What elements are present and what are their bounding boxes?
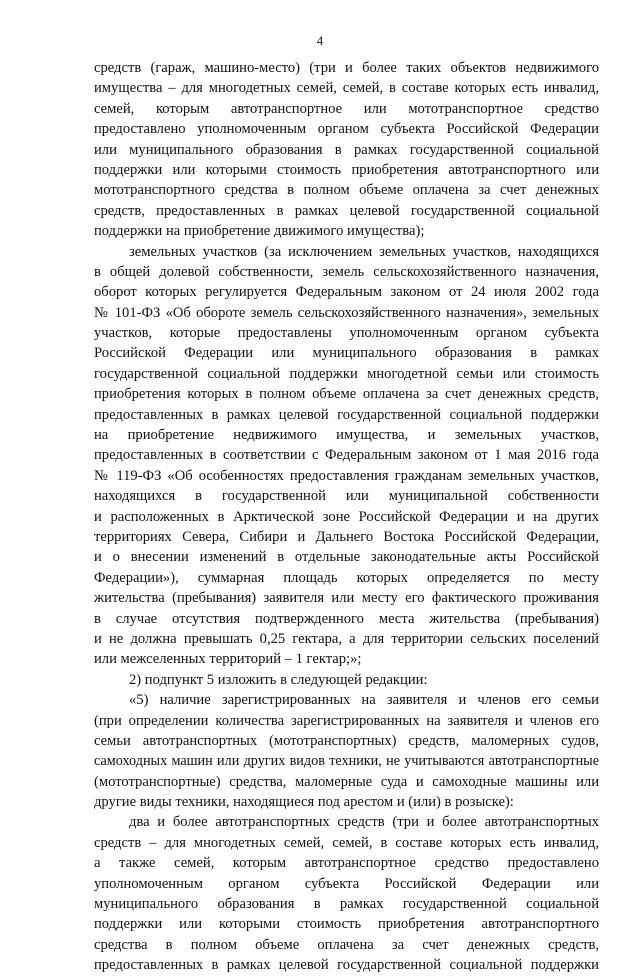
page-number: 4	[316, 33, 324, 48]
text-line: уполномоченным органом субъекта Российской Федерации или	[94, 875, 599, 892]
text-line: средств – для многодетных семей, семей, в составе которых есть инвалид,	[94, 834, 599, 851]
text-line: мототранспортного средства в полном объеме оплачена за счет денежных	[94, 182, 599, 199]
text-line: и не должна превышать 0,25 гектара, а для территории сельских поселений	[94, 630, 599, 647]
text-line: государственной социальной поддержки многодетной семьи или стоимость	[94, 365, 599, 382]
text-line: и о внесении изменений в отдельные законодательные акты Российской	[94, 549, 599, 566]
text-line: предоставлено уполномоченным органом субъекта Российской Федерации	[94, 121, 599, 138]
text-line: в случае отсутствия подтвержденного места жительства (пребывания)	[94, 610, 599, 627]
text-line: средств, предоставленных в рамках целевой государственной социальной	[94, 202, 599, 219]
text-line: средства в полном объеме оплачена за счет денежных средств,	[94, 936, 599, 953]
text-line: в общей долевой собственности, земель сельскохозяйственного назначения,	[94, 263, 599, 280]
text-line: Российской Федерации или муниципального образования в рамках	[94, 345, 599, 362]
text-line: (при определении количества зарегистрированных на заявителя и членов его	[94, 712, 599, 729]
text-line: средств (гараж, машино-место) (три и более таких объектов недвижимого	[94, 60, 599, 76]
text-line: предоставленных в соответствии с Федеральным законом от 1 мая 2016 года	[94, 447, 599, 464]
text-line: и расположенных в Арктической зоне Российской Федерации и на других	[94, 508, 599, 525]
text-line: Федерации»), суммарная площадь которых определяется по месту	[94, 569, 599, 586]
text-line: семьи автотранспортных (мототранспортных) средств, маломерных судов,	[94, 732, 599, 749]
text-line: на приобретение недвижимого имущества, и земельных участков,	[94, 427, 599, 444]
text-line: поддержки на приобретение движимого имущества);	[94, 223, 425, 240]
text-line: предоставленных в рамках целевой государственной социальной поддержки	[94, 957, 599, 974]
document-body	[94, 58, 599, 976]
text-line: самоходных машин или других видов техники, не учитываются автотранспортные	[94, 753, 599, 770]
text-line: оборот которых регулируется Федеральным законом от 24 июля 2002 года	[94, 284, 599, 301]
text-line: участков, которые предоставлены уполномоченным органом субъекта	[94, 325, 599, 342]
text-line: другие виды техники, находящиеся под арестом и (или) в розыске):	[94, 794, 514, 811]
text-line: семей, которым автотранспортное или мототранспортное средство	[94, 100, 599, 117]
text-line: предоставленных в рамках целевой государственной социальной поддержки	[94, 406, 599, 423]
text-line: земельных участков (за исключением земельных участков, находящихся	[129, 243, 599, 260]
text-line: жительства (пребывания) заявителя или месту его фактического проживания	[94, 590, 599, 607]
text-line: а также семей, которым автотранспортное средство предоставлено	[94, 855, 599, 872]
text-line: муниципального образования в рамках государственной социальной	[94, 896, 599, 913]
text-line: (мототранспортные) средства, маломерные суда и самоходные машины или	[94, 773, 599, 790]
text-line: 2) подпункт 5 изложить в следующей редакции:	[129, 671, 428, 688]
text-line: или межселенных территорий – 1 гектар;»;	[94, 651, 362, 668]
text-line: № 101-ФЗ «Об обороте земель сельскохозяйственного назначения», земельных	[94, 304, 599, 321]
text-line: поддержки или которыми стоимость приобретения автотранспортного или	[94, 161, 599, 178]
text-line: приобретения которых в полном объеме оплачена за счет денежных средств,	[94, 386, 599, 403]
text-line: или муниципального образования в рамках государственной социальной	[94, 141, 599, 158]
text-line: территориях Севера, Сибири и Дальнего Востока Российской Федерации,	[94, 528, 599, 545]
text-line: имущества – для многодетных семей, семей, в составе которых есть инвалид,	[94, 80, 599, 97]
text-line: поддержки или которыми стоимость приобретения автотранспортного	[94, 916, 599, 933]
text-line: находящихся в государственной или муниципальной собственности	[94, 488, 599, 505]
text-line: «5) наличие зарегистрированных на заявителя и членов его семьи	[129, 692, 599, 709]
text-line: два и более автотранспортных средств (три и более автотранспортных	[129, 814, 599, 831]
text-line: № 119-ФЗ «Об особенностях предоставления гражданам земельных участков,	[94, 467, 599, 484]
